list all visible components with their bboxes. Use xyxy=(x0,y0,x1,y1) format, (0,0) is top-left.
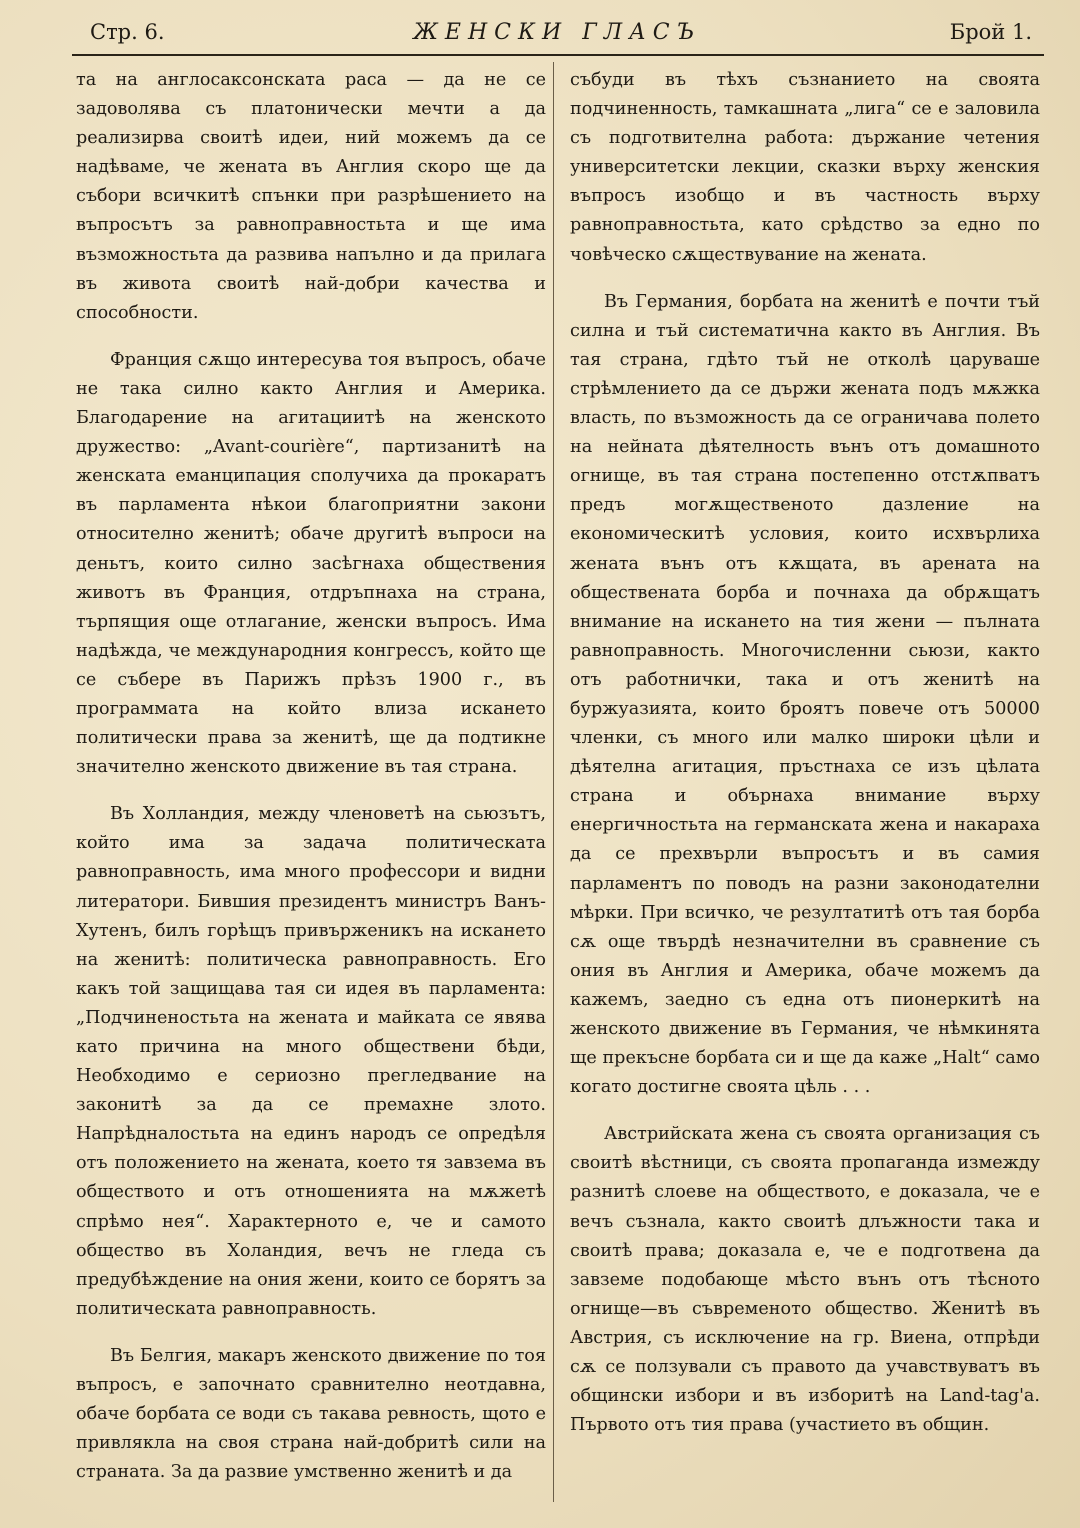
left-column xyxy=(76,66,546,1505)
masthead-title: ЖЕНСКИ ГЛАСЪ xyxy=(413,19,702,45)
paragraph-france: Франция сѫщо интересува тоя въпросъ, обаче не така силно както Англия и Америка. Благодарение на агитациитѣ на женското дружество: „Avant-courière“, партизанитѣ на женската еманципация сполучиха да прокаратъ въ парламента нѣкои благоприятни закони относително женитѣ; обаче другитѣ въпроси на деньтъ, които силно засѣгнаха обществения животъ въ Франция, отдръпнаха на страна, търпящия още отлагание, женски въпросъ. Има надѣжда, че международния конгрессъ, който ще се събере въ Парижъ прѣзъ 1900 г., въ программата на който влиза искането политически права за женитѣ, ще да подтикне значително женското движение въ тая страна. xyxy=(76,349,546,778)
issue-number: Брой 1. xyxy=(949,20,1032,44)
page-number: Стр. 6. xyxy=(90,20,165,44)
header-rule xyxy=(72,54,1044,56)
paragraph-belgium: Въ Белгия, макаръ женското движение по тоя въпросъ, е започнато сравнително неотдавна, обаче борбата се води съ такава ревность, щото е привлякла на своя страна най-добритѣ сили на страната. За да развие умственно женитѣ и да xyxy=(76,1345,546,1483)
column-divider xyxy=(553,62,554,1502)
page-header xyxy=(90,12,1032,52)
paragraph-germany: Въ Германия, борбата на женитѣ е почти тъй силна и тъй систематична както въ Англия. Въ тая страна, гдѣто тъй не отколѣ царуваше стрѣмлението да се държи жената подъ мѫжка власть, по възможность да се ограничава полето на нейната дѣятелность вънъ отъ домашното огнище, въ тая страна постепенно отстѫпватъ предъ могѫщественото дазление на економическитѣ условия, които исхвърлиха жената вънъ отъ кѫщата, въ арената на обществената борба и почнаха да обрѫщатъ внимание на искането на тия жени — пълната равноправность. Многочисленни сьюзи, както отъ работнички, така и отъ женитѣ на буржуазията, които броятъ повече отъ 50000 членки, съ много или малко широки цѣли и дѣятелна агитация, пръстнаха се изъ цѣлата страна и обърнаха внимание върху енергичностьта на германската жена и накараха да се прехвърли въпросътъ и въ самия парламентъ по поводъ на разни законодателни мѣрки. При всичко, че резултатитѣ отъ тая борба сѫ още твърдѣ незначителни въ сравнение съ ония въ Англия и Америка, обаче можемъ да кажемъ, заедно съ една отъ пионеркитѣ на женското движение въ Германия, че нѣмкинята ще прекъсне борбата си и ще да каже „Halt“ само когато достигне своята цѣль . . . xyxy=(570,291,1040,1098)
paragraph-austria: Австрийската жена съ своята организация съ своитѣ вѣстници, съ своята пропаганда измежду разнитѣ слоеве на обществото, е доказала, че е вечъ съзнала, както своитѣ длъжности така и своитѣ права; доказала е, че е подготвена да завземе подобающе мѣсто вънъ отъ тѣсното огнище—въ съвременото общество. Женитѣ въ Австрия, съ исключение на гр. Виена, отпрѣди сѫ се ползували съ правото да учавствуватъ въ общински избори и въ изборитѣ на Land-tag'a. Първото отъ тия права (участието въ общин. xyxy=(570,1124,1040,1436)
paragraph-holland: Въ Холландия, между членоветѣ на сьюзътъ, който има за задача политическата равноправность, има много профессори и видни литератори. Бившия президентъ министръ Ванъ-Хутенъ, билъ горѣщъ привърженикъ на искането на женитѣ: политическа равноправность. Его какъ той защищава тая си идея въ парламента: „Подчиненостьта на жената и майката се явява като причина на много обществени бѣди, Необходимо е сериозно прегледвание на законитѣ за да се премахне злото. Напрѣдналостьта на единъ народъ се опредѣля отъ положението на жената, което тя завзема въ обществото и отъ отношенията на мѫжетѣ спрѣмо нея“. Характерното е, че и самото общество въ Холандия, вечъ не гледа съ предубѣждение на ония жени, които се борятъ за политическата равноправность. xyxy=(76,804,546,1319)
right-column xyxy=(570,66,1040,1458)
paragraph-belgium-end: събуди въ тѣхъ съзнанието на своята подчиненность, тамкашната „лига“ се е заловила съ подготвителна работа: държание четения университетски лекции, сказки върху женския въпросъ изобщо и въ частность върху равноправностьта, като срѣдство за едно по човѣчеcко сѫществувание на жената. xyxy=(570,70,1040,265)
paragraph-england-end: та на англосаксонската раса — да не се задоволява съ платонически мечти а да реализирва своитѣ идеи, ний можемъ да се надѣваме, че жената въ Англия скоро ще да събори всичкитѣ спънки при разрѣшението на въпросътъ за равноправностьта и ще има възможностьта да развива напълно и да прилага въ живота своитѣ най-добри качества и способности. xyxy=(76,70,546,323)
